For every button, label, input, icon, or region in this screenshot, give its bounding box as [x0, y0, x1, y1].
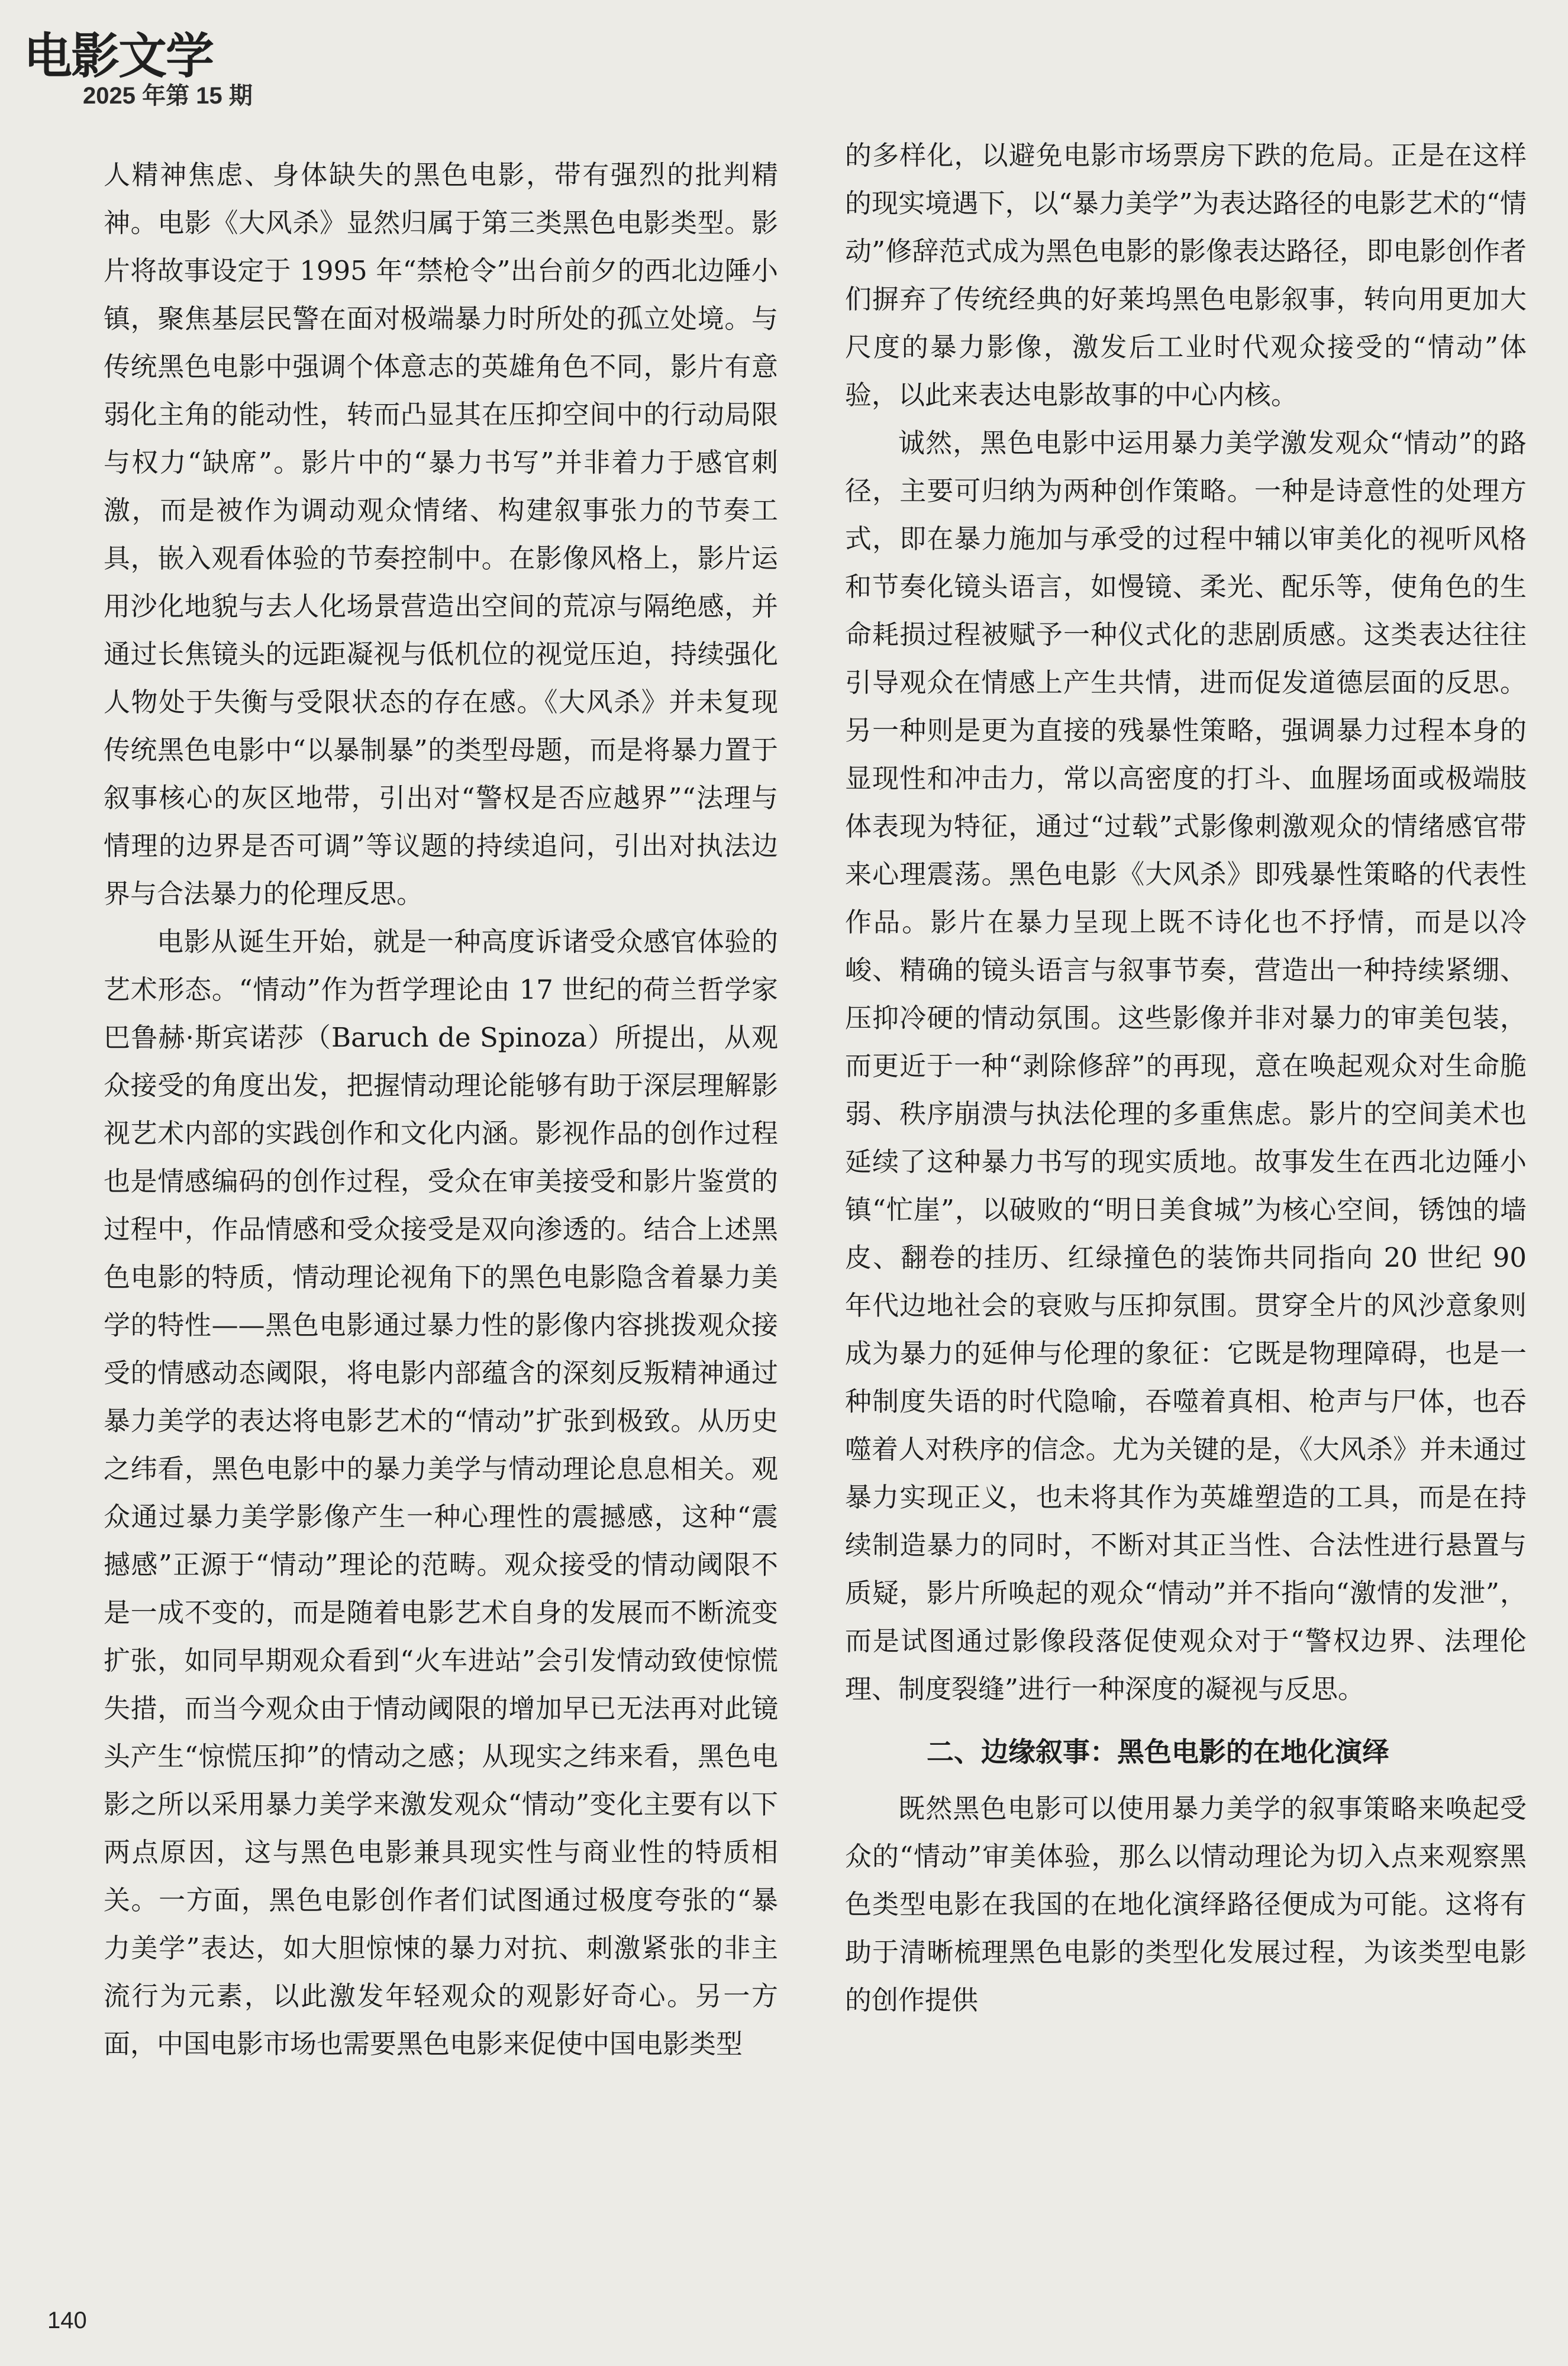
paragraph: 人精神焦虑、身体缺失的黑色电影，带有强烈的批判精神。电影《大风杀》显然归属于第三类黑色电影类型。影片将故事设定于 1995 年“禁枪令”出台前夕的西北边陲小镇，聚焦基层民警在面对极端暴力时所处的孤立处境。与传统黑色电影中强调个体意志的英雄角色不同，影片有意弱化主角的能动性，转而凸显其在压抑空间中的行动局限与权力“缺席”。影片中的“暴力书写”并非着力于感官刺激，而是被作为调动观众情绪、构建叙事张力的节奏工具，嵌入观看体验的节奏控制中。在影像风格上，影片运用沙化地貌与去人化场景营造出空间的荒凉与隔绝感，并通过长焦镜头的远距凝视与低机位的视觉压迫，持续强化人物处于失衡与受限状态的存在感。《大风杀》并未复现传统黑色电影中“以暴制暴”的类型母题，而是将暴力置于叙事核心的灰区地带，引出对“警权是否应越界”“法理与情理的边界是否可调”等议题的持续追问，引出对执法边界与合法暴力的伦理反思。 — [104, 159, 778, 909]
right-column — [845, 131, 1527, 2024]
page-number: 140 — [47, 2307, 87, 2333]
paragraph: 的多样化，以避免电影市场票房下跌的危局。正是在这样的现实境遇下，以“暴力美学”为表达路径的电影艺术的“情动”修辞范式成为黑色电影的影像表达路径，即电影创作者们摒弃了传统经典的好莱坞黑色电影叙事，转向用更加大尺度的暴力影像，激发后工业时代观众接受的“情动”体验，以此来表达电影故事的中心内核。 — [845, 140, 1527, 411]
issue-label: 2025 年第 15 期 — [83, 83, 253, 109]
paragraph: 诚然，黑色电影中运用暴力美学激发观众“情动”的路径，主要可归纳为两种创作策略。一种是诗意性的处理方式，即在暴力施加与承受的过程中辅以审美化的视听风格和节奏化镜头语言，如慢镜、柔光、配乐等，使角色的生命耗损过程被赋予一种仪式化的悲剧质感。这类表达往往引导观众在情感上产生共情，进而促发道德层面的反思。另一种则是更为直接的残暴性策略，强调暴力过程本身的显现性和冲击力，常以高密度的打斗、血腥场面或极端肢体表现为特征，通过“过载”式影像刺激观众的情绪感官带来心理震荡。黑色电影《大风杀》即残暴性策略的代表性作品。影片在暴力呈现上既不诗化也不抒情，而是以冷峻、精确的镜头语言与叙事节奏，营造出一种持续紧绷、压抑冷硬的情动氛围。这些影像并非对暴力的审美包装，而更近于一种“剥除修辞”的再现，意在唤起观众对生命脆弱、秩序崩溃与执法伦理的多重焦虑。影片的空间美术也延续了这种暴力书写的现实质地。故事发生在西北边陲小镇“忙崖”，以破败的“明日美食城”为核心空间，锈蚀的墙皮、翻卷的挂历、红绿撞色的装饰共同指向 20 世纪 90 年代边地社会的衰败与压抑氛围。贯穿全片的风沙意象则成为暴力的延伸与伦理的象征：它既是物理障碍，也是一种制度失语的时代隐喻，吞噬着真相、枪声与尸体，也吞噬着人对秩序的信念。尤为关键的是，《大风杀》并未通过暴力实现正义，也未将其作为英雄塑造的工具，而是在持续制造暴力的同时，不断对其正当性、合法性进行悬置与质疑，影片所唤起的观众“情动”并不指向“激情的发泄”，而是试图通过影像段落促使观众对于“警权边界、法理伦理、制度裂缝”进行一种深度的凝视与反思。 — [845, 427, 1527, 1705]
paragraph: 电影从诞生开始，就是一种高度诉诸受众感官体验的艺术形态。“情动”作为哲学理论由 17 世纪的荷兰哲学家巴鲁赫·斯宾诺莎（Baruch de Spinoza）所提出，从观众接受的角度出发，把握情动理论能够有助于深层理解影视艺术内部的实践创作和文化内涵。影视作品的创作过程也是情感编码的创作过程，受众在审美接受和影片鉴赏的过程中，作品情感和受众接受是双向渗透的。结合上述黑色电影的特质，情动理论视角下的黑色电影隐含着暴力美学的特性——黑色电影通过暴力性的影像内容挑拨观众接受的情感动态阈限，将电影内部蕴含的深刻反叛精神通过暴力美学的表达将电影艺术的“情动”扩张到极致。从历史之纬看，黑色电影中的暴力美学与情动理论息息相关。观众通过暴力美学影像产生一种心理性的震撼感，这种“震撼感”正源于“情动”理论的范畴。观众接受的情动阈限不是一成不变的，而是随着电影艺术自身的发展而不断流变扩张，如同早期观众看到“火车进站”会引发情动致使惊慌失措，而当今观众由于情动阈限的增加早已无法再对此镜头产生“惊慌压抑”的情动之感；从现实之纬来看，黑色电影之所以采用暴力美学来激发观众“情动”变化主要有以下两点原因，这与黑色电影兼具现实性与商业性的特质相关。一方面，黑色电影创作者们试图通过极度夸张的“暴力美学”表达，如大胆惊悚的暴力对抗、刺激紧张的非主流行为元素，以此激发年轻观众的观影好奇心。另一方面，中国电影市场也需要黑色电影来促使中国电影类型 — [104, 926, 778, 2060]
journal-logo: 电影文学 — [24, 28, 214, 85]
paragraph: 既然黑色电影可以使用暴力美学的叙事策略来唤起受众的“情动”审美体验，那么以情动理论为切入点来观察黑色类型电影在我国的在地化演绎路径便成为可能。这将有助于清晰梳理黑色电影的类型化发展过程，为该类型电影的创作提供 — [845, 1793, 1527, 2016]
section-heading: 二、边缘叙事：黑色电影的在地化演绎 — [927, 1736, 1389, 1768]
left-column — [104, 151, 778, 2068]
